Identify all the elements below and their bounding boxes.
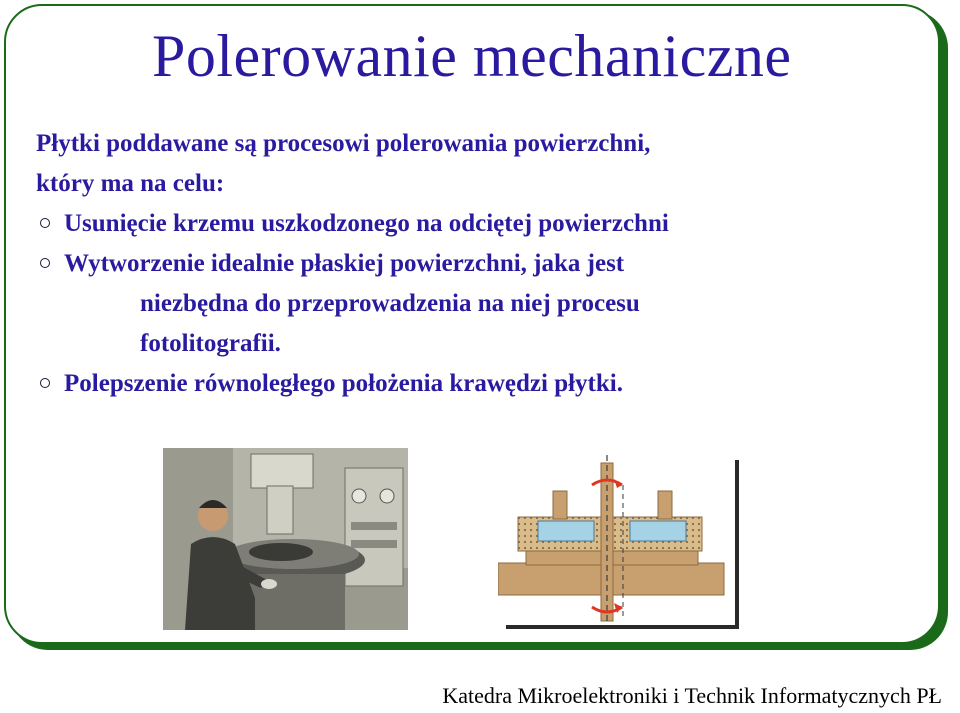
diamond-bullet-icon	[38, 256, 52, 270]
bullet-text: Usunięcie krzemu uszkodzonego na odciętej powierzchni	[64, 210, 669, 237]
intro-line-1: Płytki poddawane są procesowi polerowania powierzchni,	[36, 130, 651, 157]
bullet-continuation: fotolitografii.	[140, 330, 281, 357]
bullet-item	[36, 204, 936, 244]
bullet-text: Polepszenie równoległego położenia krawędzi płytki.	[64, 370, 623, 397]
diamond-bullet-icon	[38, 216, 52, 230]
bullet-list	[36, 204, 936, 404]
slide-body	[36, 124, 936, 404]
diamond-bullet-icon	[38, 376, 52, 390]
bullet-item	[36, 364, 936, 404]
intro-line-2: który ma na celu:	[36, 170, 225, 197]
slide-footer: Katedra Mikroelektroniki i Technik Informatycznych PŁ	[442, 683, 942, 708]
intro-text	[36, 124, 936, 204]
bullet-continuation: niezbędna do przeprowadzenia na niej procesu	[140, 290, 640, 317]
slide-card	[4, 4, 940, 644]
bullet-item	[36, 244, 936, 364]
polishing-diagram	[498, 455, 743, 631]
photo-illustration	[163, 448, 408, 630]
bullet-text: Wytworzenie idealnie płaskiej powierzchni, jaka jest	[64, 250, 625, 277]
slide-title: Polerowanie mechaniczne	[152, 23, 792, 89]
polishing-machine-photo	[163, 448, 408, 630]
polishing-cross-section	[498, 455, 743, 631]
